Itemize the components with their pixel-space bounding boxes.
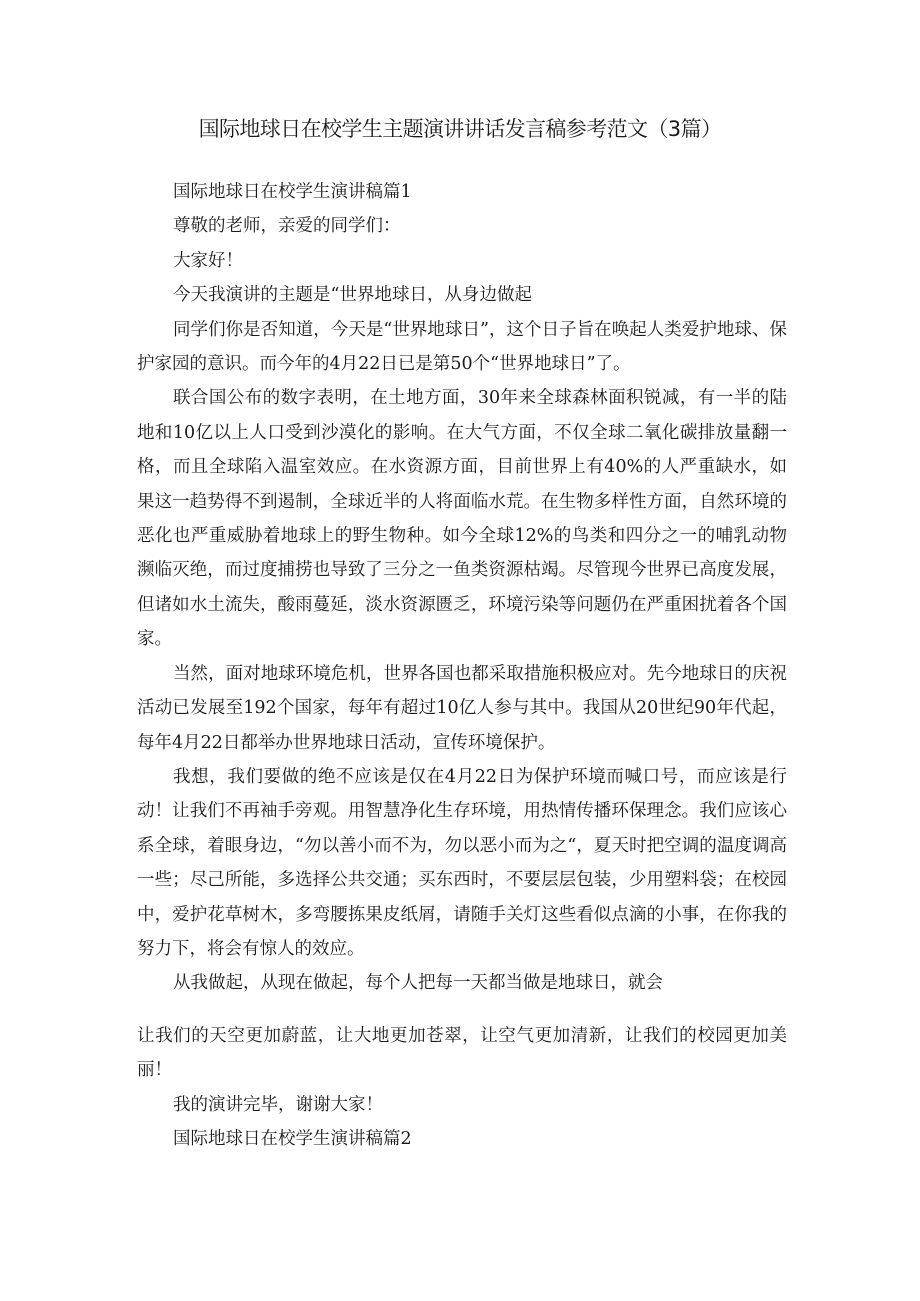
document-title: 国际地球日在校学生主题演讲讲话发言稿参考范文（3篇） (198, 117, 722, 141)
closing: 我的演讲完毕，谢谢大家！ (173, 1094, 383, 1115)
paragraph-start: 从我做起，从现在做起，每个人把每一天都当做是地球日，就会 (173, 973, 663, 994)
greeting: 大家好！ (173, 250, 243, 271)
section-heading-1: 国际地球日在校学生演讲稿篇1 (173, 182, 412, 202)
document-body (137, 175, 787, 1156)
paragraph-action: 我想，我们要做的绝不应该是仅在4月22日为保护环境而喊口号，而应该是行动！让我们不再袖手旁观。用智慧净化生存环境，用热情传播环保理念。我们应该心系全球，着眼身边，“勿以善小而不为，勿以恶小而为之“，夏天时把空调的温度调高一些；尽己所能，多选择公共交通；买东西时，不要层层包装，少用塑料袋；在校园中，爱护花草树木，多弯腰拣果皮纸屑，请随手关灯这些看似点滴的小事，在你我的努力下，将会有惊人的效应。 (137, 766, 787, 959)
speech-topic: 今天我演讲的主题是“世界地球日，从身边做起 (173, 285, 532, 306)
section-heading-2: 国际地球日在校学生演讲稿篇2 (173, 1128, 412, 1149)
paragraph-facts: 联合国公布的数字表明，在土地方面，30年来全球森林面积锐减，有一半的陆地和10亿以上人口受到沙漠化的影响。在大气方面，不仅全球二氧化碳排放量翻一格，而且全球陷入温室效应。在水资源方面，目前世界上有40%的人严重缺水，如果这一趋势得不到遏制，全球近半的人将面临水荒。在生物多样性方面，自然环境的恶化也严重威胁着地球上的野生物种。如今全球12%的鸟类和四分之一的哺乳动物濒临灭绝，而过度捕捞也导致了三分之一鱼类资源枯竭。尽管现今世界已高度发展，但诸如水土流失，酸雨蔓延，淡水资源匮乏，环境污染等问题仍在严重困扰着各个国家。 (137, 388, 787, 650)
paragraph-response: 当然，面对地球环境危机，世界各国也都采取措施积极应对。先今地球日的庆祝活动已发展至192个国家，每年有超过10亿人参与其中。我国从20世纪90年代起，每年4月22日都举办世界地球日活动，宣传环境保护。 (137, 663, 787, 753)
salutation: 尊敬的老师，亲爱的同学们： (173, 216, 401, 237)
paragraph-vision: 让我们的天空更加蔚蓝，让大地更加苍翠，让空气更加清新，让我们的校园更加美丽！ (137, 1025, 787, 1081)
paragraph-intro: 同学们你是否知道，今天是“世界地球日”，这个日子旨在唤起人类爱护地球、保护家园的意识。而今年的4月22日已是第50个“世界地球日”了。 (137, 319, 787, 375)
